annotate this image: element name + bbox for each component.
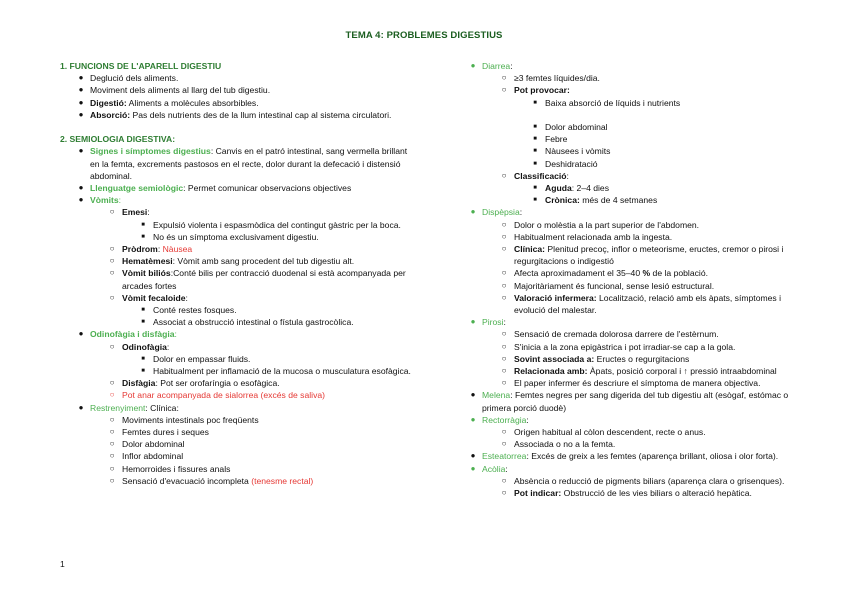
list-item-esteatorrea: ● Esteatorrea: Excés de greix a les femtes (aparença brillant, oliosa i olor forta). bbox=[470, 451, 779, 462]
list-item: ○ Femtes dures i seques bbox=[109, 427, 209, 438]
list-item-classificacio: ○ Classificació: bbox=[501, 170, 569, 181]
list-item: ■ Conté restes fosques. bbox=[141, 305, 237, 316]
list-item-valoracio: ○ Valoració infermera: Localització, relació amb els àpats, símptomes i evolució del malestar. bbox=[501, 292, 782, 316]
list-item: ○ Majoritàriament és funcional, sense lesió estructural. bbox=[501, 280, 715, 291]
list-item: ■ Expulsió violenta i espasmòdica del contingut gàstric per la boca. bbox=[141, 219, 401, 230]
list-item-aguda: ■ Aguda: 2–4 dies bbox=[533, 183, 610, 194]
list-item: ○ Absència o reducció de pigments biliars (aparença clara o grisenques). bbox=[501, 475, 785, 486]
list-item-emesi: ○ Emesi: bbox=[109, 207, 150, 218]
list-item: ■ Nàusees i vòmits bbox=[533, 146, 611, 157]
list-item-afecta: ○ Afecta aproximadament el 35–40 % de la població. bbox=[501, 268, 708, 279]
list-item: ○ Hemorroides i fissures anals bbox=[109, 463, 231, 474]
list-item: ● Absorció: Pas dels nutrients des de la llum intestinal cap al sistema circulatori. bbox=[78, 109, 392, 120]
list-item: ■ Baixa absorció de líquids i nutrients bbox=[533, 97, 681, 108]
list-item-diarrea: ● Diarrea: bbox=[470, 61, 513, 71]
list-item: ● Moviment dels aliments al llarg del tub digestiu. bbox=[78, 85, 271, 96]
list-item: ○ Dolor abdominal bbox=[109, 439, 185, 450]
list-item: ○ Origen habitual al còlon descendent, recte o anus. bbox=[501, 427, 706, 438]
list-item: ○ S'inicia a la zona epigàstrica i pot irradiar-se cap a la gola. bbox=[501, 341, 736, 352]
list-item-vomit-fecaloide: ○ Vòmit fecaloide: bbox=[109, 292, 188, 303]
list-item: ■ Associat a obstrucció intestinal o fístula gastrocòlica. bbox=[141, 317, 354, 328]
list-item-prodrom: ○ Pròdrom: Nàusea bbox=[109, 244, 193, 255]
section-heading-semiologia: 2. SEMIOLOGIA DIGESTIVA: bbox=[60, 134, 176, 145]
list-item: ○ Moviments intestinals poc freqüents bbox=[109, 414, 259, 425]
list-item-cronica: ■ Crònica: més de 4 setmanes bbox=[533, 195, 658, 206]
list-item: ■ Deshidratació bbox=[533, 158, 598, 169]
list-item-relacionada: ○ Relacionada amb: Àpats, posició corporal i ↑ pressió intraabdominal bbox=[501, 366, 777, 377]
list-item: ○ Habitualment relacionada amb la ingesta. bbox=[501, 231, 673, 242]
list-item: ■ Febre bbox=[533, 134, 568, 145]
list-item: ■ Dolor abdominal bbox=[533, 122, 608, 132]
list-item-vomit-bilios: ○ Vòmit biliós:Conté bilis per contracció duodenal si està acompanyada per arcades fortes bbox=[109, 268, 406, 291]
list-item-rectorragia: ● Rectorràgia: bbox=[470, 414, 529, 425]
list-item: ● Deglució dels aliments. bbox=[78, 73, 179, 84]
section-heading-funcions: 1. FUNCIONS DE L'APARELL DIGESTIU bbox=[60, 61, 222, 71]
list-item-pirosi: ● Pirosi: bbox=[470, 317, 506, 328]
page-number: 1 bbox=[60, 559, 65, 569]
right-column bbox=[452, 60, 802, 499]
list-item-melena: ● Melena: Femtes negres per sang digerida del tub digestiu alt (esògaf, estómac o primera porció duodè) bbox=[470, 390, 789, 413]
list-item-llenguatge: ● Llenguatge semiològic: Permet comunicar observacions objectives bbox=[78, 183, 352, 194]
list-item: ● Digestió: Aliments a molècules absorbibles. bbox=[78, 97, 259, 108]
list-item-sovint: ○ Sovint associada a: Eructes o regurgitacions bbox=[501, 353, 690, 364]
list-item-disfagia: ○ Disfàgia: Pot ser orofaríngia o esofàgica. bbox=[109, 378, 280, 389]
list-item-odinofagia: ○ Odinofàgia: bbox=[109, 341, 170, 352]
list-item: ○ Dolor o molèstia a la part superior de l'abdomen. bbox=[501, 219, 700, 230]
list-item-restrenyiment: ● Restrenyiment: Clínica: bbox=[78, 402, 179, 413]
list-item-signes: ● Signes i símptomes digestius: Canvis en el patró intestinal, sang vermella brillant en la femta, excrements pastosos en el recte, dolor durant la defecació i distensió abdominal. bbox=[78, 146, 408, 181]
list-item: ○ El paper infermer és descriure el símptoma de manera objectiva. bbox=[501, 378, 761, 389]
list-item-hematemesi: ○ Hematèmesi: Vòmit amb sang procedent del tub digestiu alt. bbox=[109, 256, 355, 267]
list-item: ■ No és un símptoma exclusivament digestiu. bbox=[141, 231, 319, 242]
list-item: ■ Habitualment per inflamació de la mucosa o musculatura esofàgica. bbox=[141, 366, 411, 377]
list-item: ■ Dolor en empassar fluids. bbox=[141, 353, 251, 364]
list-item-dispepsia: ● Dispèpsia: bbox=[470, 207, 523, 218]
list-item: ○ Associada o no a la femta. bbox=[501, 439, 616, 450]
list-item-pot-provocar: ○ Pot provocar: bbox=[501, 85, 570, 96]
left-column bbox=[60, 60, 412, 487]
list-item: ○ Sensació de cremada dolorosa darrere de l'estèrnum. bbox=[501, 329, 719, 340]
list-item-odinofagia-disfagia: ● Odinofàgia i disfàgia: bbox=[78, 329, 177, 340]
list-item-evacuacio: ○ Sensació d'evacuació incompleta (tenesme rectal) bbox=[109, 475, 314, 486]
list-item: ○ ≥3 femtes líquides/dia. bbox=[501, 73, 600, 84]
list-item-pot-indicar: ○ Pot indicar: Obstrucció de les vies biliars o alteració hepàtica. bbox=[501, 488, 752, 499]
list-item-sialorrea: ○ Pot anar acompanyada de sialorrea (excés de saliva) bbox=[109, 390, 326, 401]
page-title: TEMA 4: PROBLEMES DIGESTIUS bbox=[345, 30, 503, 41]
list-item-acolia: ● Acòlia: bbox=[470, 463, 508, 474]
list-item-vomits: ● Vòmits: bbox=[78, 195, 122, 206]
list-item: ○ Inflor abdominal bbox=[109, 451, 184, 462]
list-item-clinica: ○ Clínica: Plenitud precoç, inflor o meteorisme, eructes, cremor o pirosi i regurgitacions o indigestió bbox=[501, 244, 784, 267]
